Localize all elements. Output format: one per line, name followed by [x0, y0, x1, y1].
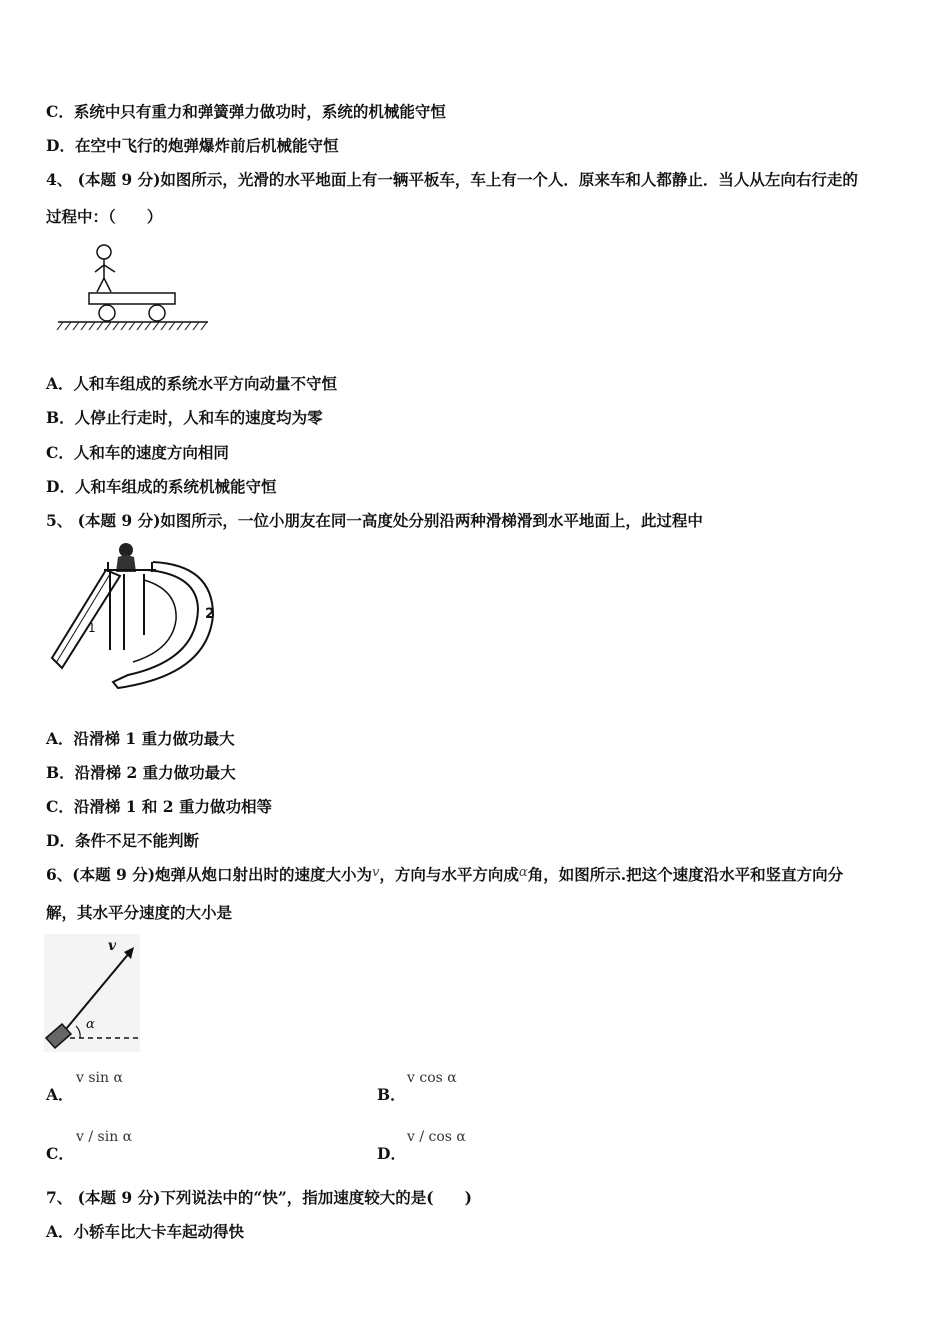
- q6-stem-part2: ，方向与水平方向成: [379, 865, 519, 884]
- q6-symbol-v: v: [372, 865, 380, 880]
- q6-stem-line1: [46, 865, 843, 887]
- q6-stem-part1: 6、(本题 9 分)炮弹从炮口射出时的速度大小为: [46, 865, 373, 884]
- q7-option-a: A．小轿车比大卡车起动得快: [46, 1222, 245, 1241]
- person-head: [97, 245, 111, 259]
- q5-option-d: D．条件不足不能判断: [46, 831, 199, 850]
- q6-option-d-formula: v / cos α: [407, 1129, 466, 1145]
- cart-wheel-right: [149, 305, 165, 321]
- figure-label-v: v: [108, 938, 117, 954]
- q4-option-a: A．人和车组成的系统水平方向动量不守恒: [46, 374, 338, 393]
- q5-option-a: A．沿滑梯 1 重力做功最大: [46, 729, 235, 748]
- q6-option-d-label: D．: [377, 1144, 406, 1163]
- child-head: [119, 543, 133, 557]
- q4-stem-line1: 4、 (本题 9 分)如图所示，光滑的水平地面上有一辆平板车，车上有一个人．原来车和人都静止．当人从左向右行走的: [46, 170, 858, 189]
- q4-option-d: D．人和车组成的系统机械能守恒: [46, 477, 277, 496]
- q4-option-c: C．人和车的速度方向相同: [46, 443, 229, 462]
- q6-velocity-figure: [44, 934, 140, 1052]
- q6-option-b-label: B．: [377, 1085, 406, 1104]
- q6-symbol-alpha: α: [518, 865, 528, 880]
- q4-stem-line2: 过程中：（ ）: [46, 207, 163, 226]
- q5-stem: 5、 (本题 9 分)如图所示，一位小朋友在同一高度处分别沿两种滑梯滑到水平地面上，此过程中: [46, 511, 703, 530]
- q6-option-a-label: A．: [46, 1085, 74, 1104]
- q6-stem-part3: 角，如图所示.把这个速度沿水平和竖直方向分: [527, 865, 844, 884]
- q5-option-c: C．沿滑梯 1 和 2 重力做功相等: [46, 797, 272, 816]
- cart-wheel-left: [99, 305, 115, 321]
- q6-option-b-formula: v cos α: [407, 1070, 457, 1086]
- slide-2: [113, 562, 213, 688]
- slide-label-1: 1: [88, 621, 96, 635]
- q6-stem-line2: 解，其水平分速度的大小是: [46, 903, 233, 922]
- q4-option-b: B．人停止行走时，人和车的速度均为零: [46, 408, 323, 427]
- q3-option-d: D．在空中飞行的炮弹爆炸前后机械能守恒: [46, 136, 339, 155]
- q5-option-b: B．沿滑梯 2 重力做功最大: [46, 763, 236, 782]
- q6-option-a-formula: v sin α: [76, 1070, 123, 1086]
- q3-option-c: C．系统中只有重力和弹簧弹力做功时，系统的机械能守恒: [46, 102, 446, 121]
- slide-label-2: 2: [205, 606, 215, 622]
- figure-label-alpha: α: [86, 1017, 95, 1032]
- cart-board: [89, 293, 175, 304]
- q6-option-c-label: C．: [46, 1144, 74, 1163]
- q6-option-c-formula: v / sin α: [76, 1129, 133, 1145]
- q4-cart-figure: [55, 240, 215, 335]
- q5-slide-figure: [48, 540, 223, 690]
- q7-stem: 7、 (本题 9 分)下列说法中的“快”，指加速度较大的是( ): [46, 1188, 472, 1207]
